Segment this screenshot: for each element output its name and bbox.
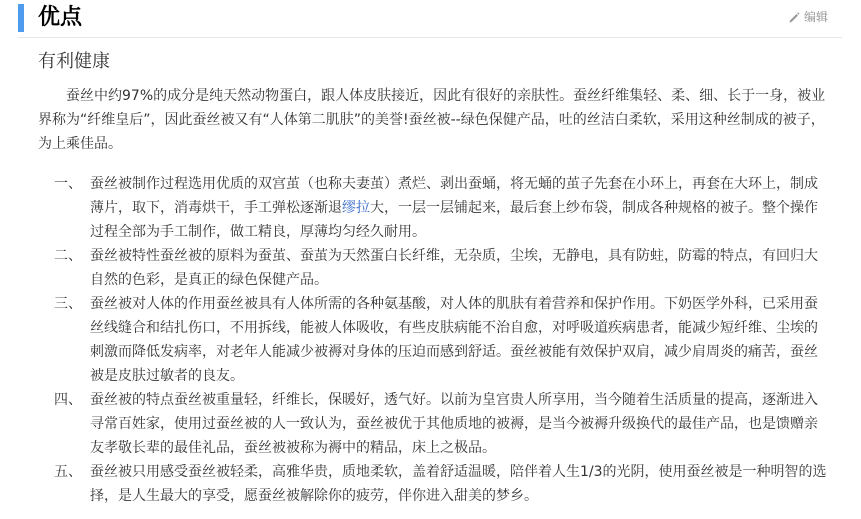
list-item-number: 一、: [54, 176, 82, 192]
list-item: [54, 388, 830, 460]
list-item-text-part: 大，一层一层铺起来，最后套上纱布袋，制成各种规格的被子。整个操作过程全部为手工制作，做工精良，厚薄均匀经久耐用。: [90, 200, 818, 240]
list-item-text: 蚕丝被只用感受蚕丝被轻柔，高雅华贵，质地柔软，盖着舒适温暖，陪伴着人生1/3的光阴，使用蚕丝被是一种明智的选择，是人生最大的享受，愿蚕丝被解除你的疲劳，伴你进入甜美的梦乡。: [90, 464, 827, 504]
list-item-text: [90, 172, 830, 244]
section-accent-bar: [18, 4, 24, 32]
edit-button[interactable]: [788, 9, 828, 25]
section-header: [0, 0, 861, 38]
list-item-number: 四、: [54, 392, 82, 408]
intro-paragraph: 蚕丝中约97%的成分是纯天然动物蛋白，跟人体皮肤接近，因此有很好的亲肤性。蚕丝纤维集轻、柔、细、长于一身，被业界称为“纤维皇后”，因此蚕丝被又有“人体第二肌肤”的美誉!蚕丝被--绿色保健产品，吐的丝洁白柔软，采用这种丝制成的被子，为上乘佳品。: [38, 88, 826, 152]
list-item-text-part: 蚕丝被制作过程选用优质的双宫茧（也称夫妻茧）煮烂、剥出蚕蛹，将无蛹的茧子先套在小环上，再套在大环上，制成薄片，取下，消毒烘干，手工弹松逐渐退: [90, 176, 818, 216]
list-item-text: 蚕丝被特性蚕丝被的原料为蚕茧、蚕茧为天然蛋白长纤维，无杂质，尘埃，无静电，具有防蛀，防霉的特点，有回归大自然的色彩，是真正的绿色保健产品。: [90, 248, 818, 288]
list-item: [54, 292, 830, 388]
list-item: [54, 460, 830, 508]
numbered-list: [54, 172, 830, 508]
section-title: 优点: [38, 5, 83, 30]
list-item-number: 三、: [54, 296, 82, 312]
list-item: [54, 244, 830, 292]
subsection-title: 有利健康: [38, 51, 110, 72]
list-item-text: 蚕丝被对人体的作用蚕丝被具有人体所需的各种氨基酸，对人体的肌肤有着营养和保护作用。下奶医学外科，已采用蚕丝线缝合和结扎伤口，不用拆线，能被人体吸收，有些皮肤病能不治自愈，对呼吸道疾病患者，能减少短纤维、尘埃的刺激而降低发病率，对老年人能减少被褥对身体的压迫而感到舒适。蚕丝被能有效保护双肩，减少肩周炎的痛苦，蚕丝被是皮肤过敏者的良友。: [90, 296, 818, 384]
list-item: [54, 172, 830, 244]
list-item-number: 二、: [54, 248, 82, 264]
pencil-icon: [788, 11, 801, 24]
list-item-number: 五、: [54, 464, 82, 480]
inline-link[interactable]: 缪拉: [342, 200, 370, 216]
section-divider: [18, 37, 842, 38]
edit-label: 编辑: [803, 10, 828, 24]
list-item-text: 蚕丝被的特点蚕丝被重量轻，纤维长，保暖好，透气好。以前为皇宫贵人所享用，当今随着生活质量的提高，逐渐进入寻常百姓家，使用过蚕丝被的人一致认为，蚕丝被优于其他质地的被褥，是当今被褥升级换代的最佳产品，也是馈赠亲友孝敬长辈的最佳礼品，蚕丝被被称为褥中的精品，床上之极品。: [90, 392, 818, 456]
